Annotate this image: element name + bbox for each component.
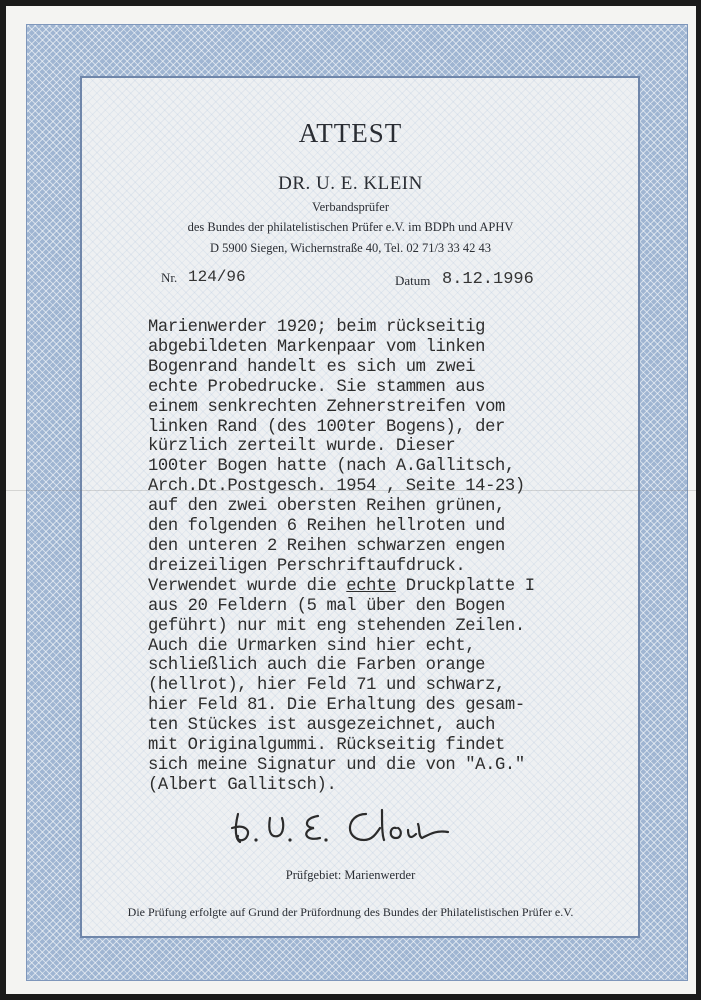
examination-area: Prüfgebiet: Marienwerder <box>285 868 416 882</box>
attest-body <box>148 318 535 796</box>
body-line-part: Verwendet wurde die <box>148 576 347 596</box>
body-line: echte Probedrucke. Sie stammen aus <box>148 377 486 397</box>
certificate-title: ATTEST <box>298 118 403 148</box>
body-line: kürzlich zerteilt wurde. Dieser <box>148 437 456 457</box>
body-line: (hellrot), hier Feld 71 und schwarz, <box>148 676 505 696</box>
body-line: abgebildeten Markenpaar vom linken <box>148 337 486 357</box>
body-line: den folgenden 6 Reihen hellroten und <box>148 517 505 537</box>
body-line: Bogenrand handelt es sich um zwei <box>148 357 476 377</box>
body-line-part: Druckplatte I <box>395 576 535 596</box>
address-line: D 5900 Siegen, Wichernstraße 40, Tel. 02 71/3 33 42 43 <box>209 241 492 255</box>
body-line: auf den zwei obersten Reihen grünen, <box>148 497 505 517</box>
body-line: ten Stückes ist ausgezeichnet, auch <box>148 716 495 736</box>
certificate-date: 8.12.1996 <box>442 270 534 289</box>
body-line: Marienwerder 1920; beim rückseitig <box>148 318 486 337</box>
body-line: hier Feld 81. Die Erhaltung des gesam- <box>148 696 525 716</box>
handwritten-signature <box>226 800 476 850</box>
body-line: sich meine Signatur und die von "A.G." <box>148 755 525 775</box>
body-line: mit Originalgummi. Rückseitig findet <box>148 736 505 756</box>
body-line: linken Rand (des 100ter Bogens), der <box>148 417 505 437</box>
body-line: dreizeiligen Perschriftaufdruck. <box>148 556 466 576</box>
body-line: geführt) nur mit eng stehenden Zeilen. <box>148 616 525 636</box>
date-label: Datum <box>395 273 431 288</box>
number-label: Nr. <box>161 270 178 285</box>
body-line <box>148 577 535 597</box>
body-line: schließlich auch die Farben orange <box>148 656 486 676</box>
certificate-number: 124/96 <box>188 268 246 286</box>
body-line: den unteren 2 Reihen schwarzen engen <box>148 536 505 556</box>
examiner-role: Verbandsprüfer <box>311 200 390 214</box>
body-line: (Albert Gallitsch). <box>148 775 337 795</box>
underlined-word: echte <box>346 576 396 596</box>
association-line: des Bundes der philatelistischen Prüfer e.V. im BDPh und APHV <box>187 220 514 234</box>
footer-statement: Die Prüfung erfolgte auf Grund der Prüfordnung des Bundes der Philatelistischen Prüfer e.V. <box>127 905 574 919</box>
body-line: 100ter Bogen hatte (nach A.Gallitsch, <box>148 457 515 477</box>
body-line: einem senkrechten Zehnerstreifen vom <box>148 397 505 417</box>
examiner-name: DR. U. E. KLEIN <box>278 173 423 194</box>
body-line: Auch die Urmarken sind hier echt, <box>148 636 476 656</box>
body-line: aus 20 Feldern (5 mal über den Bogen <box>148 596 505 616</box>
body-line: Arch.Dt.Postgesch. 1954 , Seite 14-23) <box>148 477 525 497</box>
